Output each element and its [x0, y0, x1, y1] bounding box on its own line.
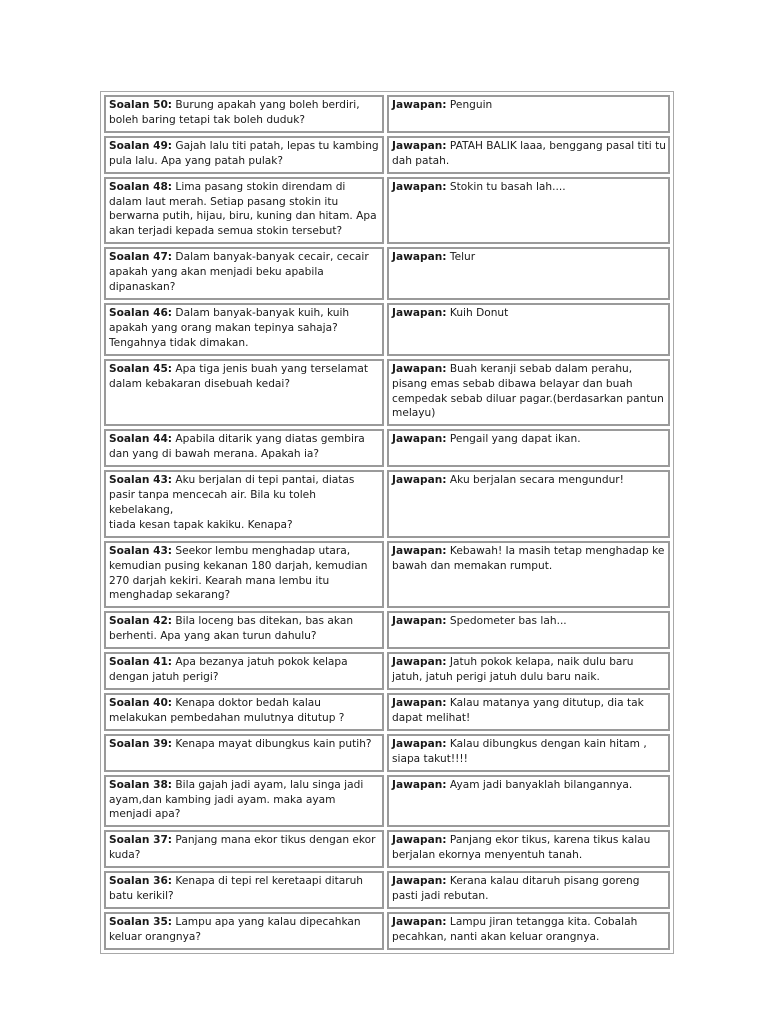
answer-text: Panjang ekor tikus, karena tikus kalau berjalan ekornya menyentuh tanah. — [392, 834, 651, 862]
question-label: Soalan 43: — [109, 474, 173, 487]
question-label: Soalan 42: — [109, 615, 173, 628]
question-text: Bila gajah jadi ayam, lalu singa jadi ayam,dan kambing jadi ayam. maka ayam menjadi apa? — [109, 778, 364, 821]
answer-cell — [387, 247, 670, 300]
answer-label: Jawapan: — [392, 544, 447, 557]
question-label: Soalan 49: — [109, 139, 173, 152]
question-cell — [104, 830, 384, 868]
question-text: Lima pasang stokin direndam di dalam laut merah. Setiap pasang stokin itu berwarna putih, hijau, biru, kuning dan hitam. Apa akan terjadi kepada semua stokin tersebut? — [109, 180, 377, 238]
answer-text: PATAH BALIK laaa, benggang pasal titi tu dah patah. — [392, 139, 666, 167]
answer-label: Jawapan: — [392, 251, 447, 264]
question-text: Dalam banyak-banyak cecair, cecair apakah yang akan menjadi beku apabila dipanaskan? — [109, 251, 369, 294]
question-text: Apabila ditarik yang diatas gembira dan yang di bawah merana. Apakah ia? — [109, 433, 365, 461]
answer-cell — [387, 359, 670, 427]
question-label: Soalan 48: — [109, 180, 173, 193]
answer-text: Kebawah! Ia masih tetap menghadap ke bawah dan memakan rumput. — [392, 544, 665, 572]
answer-text: Kerana kalau ditaruh pisang goreng pasti jadi rebutan. — [392, 875, 640, 903]
question-text: Kenapa di tepi rel keretaapi ditaruh batu kerikil? — [109, 875, 364, 903]
question-cell — [104, 177, 384, 245]
answer-cell — [387, 871, 670, 909]
question-cell — [104, 470, 384, 538]
answer-text: Ayam jadi banyaklah bilangannya. — [446, 778, 633, 791]
answer-cell — [387, 541, 670, 609]
table-row — [104, 541, 670, 609]
question-label: Soalan 43: — [109, 544, 173, 557]
question-text: Burung apakah yang boleh berdiri, boleh baring tetapi tak boleh duduk? — [109, 99, 360, 126]
table-row — [104, 871, 670, 909]
answer-cell — [387, 652, 670, 690]
answer-text: Kalau matanya yang ditutup, dia tak dapat melihat! — [392, 697, 644, 724]
answer-cell — [387, 136, 670, 174]
answer-cell — [387, 177, 670, 245]
answer-label: Jawapan: — [392, 737, 447, 750]
question-cell — [104, 136, 384, 174]
question-text: Dalam banyak-banyak kuih, kuih apakah yang orang makan tepinya sahaja? Tengahnya tidak dimakan. — [109, 306, 350, 349]
answer-label: Jawapan: — [392, 697, 447, 709]
table-row — [104, 734, 670, 772]
question-cell — [104, 541, 384, 609]
qa-table-body — [104, 95, 670, 950]
answer-text: Penguin — [446, 99, 493, 111]
answer-cell — [387, 830, 670, 868]
question-label: Soalan 37: — [109, 834, 173, 847]
answer-cell — [387, 775, 670, 828]
question-cell — [104, 871, 384, 909]
answer-text: Kalau dibungkus dengan kain hitam , siapa takut!!!! — [392, 737, 647, 765]
answer-cell — [387, 693, 670, 731]
table-row — [104, 429, 670, 467]
question-cell — [104, 303, 384, 356]
question-label: Soalan 45: — [109, 362, 173, 375]
answer-label: Jawapan: — [392, 915, 447, 928]
answer-label: Jawapan: — [392, 778, 447, 791]
answer-label: Jawapan: — [392, 180, 447, 193]
question-label: Soalan 39: — [109, 737, 173, 750]
answer-cell — [387, 734, 670, 772]
question-text: Kenapa mayat dibungkus kain putih? — [172, 737, 372, 750]
table-row — [104, 303, 670, 356]
question-cell — [104, 693, 384, 731]
answer-label: Jawapan: — [392, 656, 447, 669]
question-cell — [104, 611, 384, 649]
table-row — [104, 693, 670, 731]
answer-label: Jawapan: — [392, 474, 447, 487]
question-cell — [104, 247, 384, 300]
answer-text: Lampu jiran tetangga kita. Cobalah pecahkan, nanti akan keluar orangnya. — [392, 915, 638, 943]
table-row — [104, 912, 670, 950]
question-label: Soalan 40: — [109, 697, 173, 709]
question-label: Soalan 44: — [109, 433, 173, 446]
table-row — [104, 775, 670, 828]
question-text: Bila loceng bas ditekan, bas akan berhenti. Apa yang akan turun dahulu? — [109, 615, 354, 643]
question-label: Soalan 50: — [109, 99, 173, 111]
question-text: Lampu apa yang kalau dipecahkan keluar orangnya? — [109, 915, 361, 943]
answer-label: Jawapan: — [392, 834, 447, 847]
question-label: Soalan 46: — [109, 306, 173, 319]
question-cell — [104, 912, 384, 950]
answer-text: Buah keranji sebab dalam perahu, pisang emas sebab dibawa belayar dan buah cempedak sebab diluar pagar.(berdasarkan pantun melayu) — [392, 362, 664, 420]
answer-text: Jatuh pokok kelapa, naik dulu baru jatuh, jatuh perigi jatuh dulu baru naik. — [392, 656, 634, 684]
question-text: Apa tiga jenis buah yang terselamat dalam kebakaran disebuah kedai? — [109, 362, 368, 390]
table-row — [104, 177, 670, 245]
table-row — [104, 470, 670, 538]
qa-table — [100, 91, 674, 954]
question-label: Soalan 35: — [109, 915, 173, 928]
question-label: Soalan 47: — [109, 251, 173, 264]
answer-cell — [387, 611, 670, 649]
answer-cell — [387, 470, 670, 538]
table-row — [104, 136, 670, 174]
answer-cell — [387, 95, 670, 133]
table-row — [104, 652, 670, 690]
question-label: Soalan 36: — [109, 875, 173, 888]
answer-text: Spedometer bas lah... — [446, 615, 567, 628]
question-text: Aku berjalan di tepi pantai, diatas pasir tanpa mencecah air. Bila ku toleh kebelakang, tiada kesan tapak kakiku. Kenapa? — [109, 474, 355, 531]
answer-text: Kuih Donut — [446, 306, 509, 319]
question-cell — [104, 734, 384, 772]
question-text: Panjang mana ekor tikus dengan ekor kuda? — [109, 834, 376, 862]
table-row — [104, 247, 670, 300]
answer-text: Aku berjalan secara mengundur! — [446, 474, 624, 487]
question-text: Seekor lembu menghadap utara, kemudian pusing kekanan 180 darjah, kemudian 270 darjah kekiri. Kearah mana lembu itu menghadap sekarang? — [109, 544, 368, 602]
table-row — [104, 359, 670, 427]
answer-text: Telur — [446, 251, 476, 264]
question-label: Soalan 41: — [109, 656, 173, 669]
question-label: Soalan 38: — [109, 778, 173, 791]
table-row — [104, 95, 670, 133]
table-row — [104, 830, 670, 868]
answer-label: Jawapan: — [392, 362, 447, 375]
answer-cell — [387, 429, 670, 467]
question-cell — [104, 429, 384, 467]
question-cell — [104, 359, 384, 427]
answer-text: Pengail yang dapat ikan. — [446, 433, 581, 446]
answer-label: Jawapan: — [392, 433, 447, 446]
answer-label: Jawapan: — [392, 306, 447, 319]
answer-label: Jawapan: — [392, 99, 447, 111]
answer-cell — [387, 912, 670, 950]
question-text: Gajah lalu titi patah, lepas tu kambing pula lalu. Apa yang patah pulak? — [109, 139, 379, 167]
answer-label: Jawapan: — [392, 615, 447, 628]
question-cell — [104, 652, 384, 690]
answer-text: Stokin tu basah lah.... — [446, 180, 566, 193]
question-cell — [104, 95, 384, 133]
question-text: Apa bezanya jatuh pokok kelapa dengan jatuh perigi? — [109, 656, 348, 684]
question-cell — [104, 775, 384, 828]
table-row — [104, 611, 670, 649]
answer-label: Jawapan: — [392, 139, 447, 152]
answer-label: Jawapan: — [392, 875, 447, 888]
answer-cell — [387, 303, 670, 356]
question-text: Kenapa doktor bedah kalau melakukan pembedahan mulutnya ditutup ? — [109, 697, 345, 724]
